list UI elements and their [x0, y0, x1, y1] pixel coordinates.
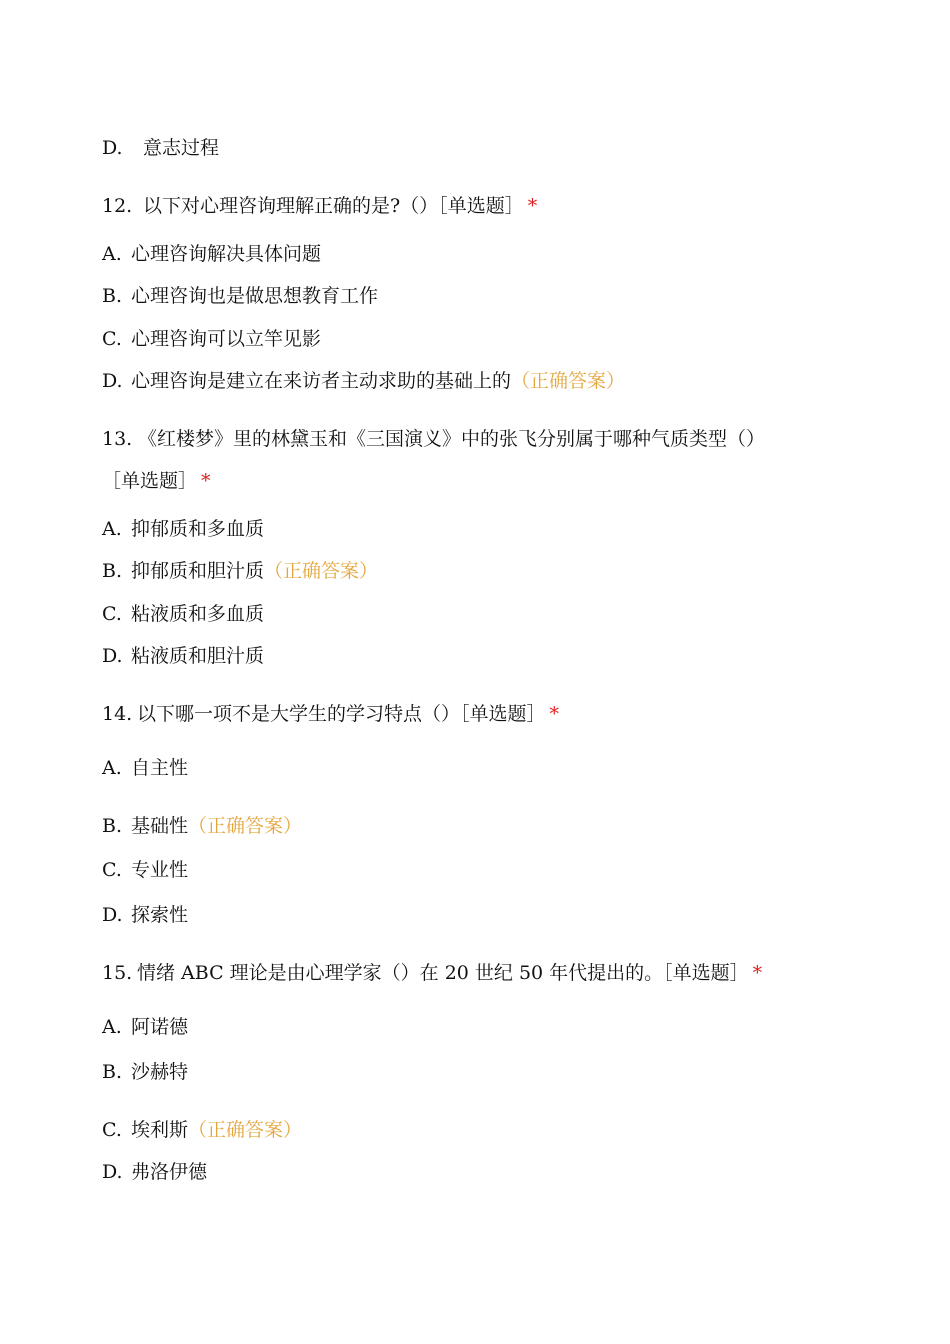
option-letter: B. [102, 815, 123, 837]
option-row [102, 1159, 207, 1185]
option-text: 心理咨询是建立在来访者主动求助的基础上的 [131, 370, 512, 392]
option-text: 基础性 [131, 815, 189, 837]
option-letter: C. [102, 603, 122, 625]
option-row [102, 643, 264, 669]
question-text: 以下对心理咨询理解正确的是?（）［单选题］ [143, 195, 524, 217]
question-12-title [102, 193, 537, 219]
question-number: 13. [102, 428, 133, 450]
correct-answer-tag: （正确答案） [264, 560, 379, 582]
correct-answer-tag: （正确答案） [188, 815, 303, 837]
question-15-title [102, 960, 762, 986]
option-letter: D. [102, 137, 123, 159]
option-row [102, 558, 378, 584]
option-text: 粘液质和多血质 [131, 603, 265, 625]
option-letter: A. [102, 757, 122, 779]
option-letter: B. [102, 1061, 123, 1083]
option-row [102, 135, 219, 161]
option-text: 弗洛伊德 [131, 1161, 208, 1183]
option-row [102, 1059, 188, 1085]
option-text: 意志过程 [143, 137, 220, 159]
option-text: 阿诺德 [131, 1016, 189, 1038]
question-number: 14. [102, 703, 133, 725]
option-letter: B. [102, 285, 123, 307]
correct-answer-tag: （正确答案） [188, 1119, 303, 1141]
option-text: 埃利斯 [131, 1119, 189, 1141]
option-letter: D. [102, 1161, 123, 1183]
option-row [102, 813, 302, 839]
option-letter: A. [102, 518, 122, 540]
question-text: 以下哪一项不是大学生的学习特点（）［单选题］ [137, 703, 546, 725]
question-type: ［单选题］ [102, 470, 198, 492]
option-row [102, 857, 188, 883]
question-14-title [102, 701, 559, 727]
option-text: 心理咨询也是做思想教育工作 [131, 285, 379, 307]
question-number: 12. [102, 195, 133, 217]
option-row [102, 368, 625, 394]
option-text: 沙赫特 [131, 1061, 189, 1083]
option-text: 抑郁质和胆汁质 [131, 560, 265, 582]
option-letter: C. [102, 859, 122, 881]
required-mark: * [201, 470, 211, 492]
option-letter: C. [102, 328, 122, 350]
required-mark: * [527, 195, 538, 217]
option-row [102, 755, 188, 781]
option-letter: A. [102, 243, 122, 265]
option-row [102, 241, 321, 267]
question-text: 《红楼梦》里的林黛玉和《三国演义》中的张飞分别属于哪种气质类型（） [138, 428, 766, 450]
option-row [102, 326, 321, 352]
question-text: 情绪 ABC 理论是由心理学家（）在 20 世纪 50 年代提出的。［单选题］ [137, 962, 749, 984]
option-letter: A. [102, 1016, 122, 1038]
option-text: 专业性 [131, 859, 189, 881]
option-row [102, 283, 378, 309]
question-number: 15. [102, 962, 133, 984]
option-text: 心理咨询可以立竿见影 [131, 328, 322, 350]
option-letter: D. [102, 904, 123, 926]
option-row [102, 1117, 302, 1143]
option-row [102, 902, 188, 928]
option-row [102, 1014, 188, 1040]
option-row [102, 601, 264, 627]
question-13-title-cont [102, 468, 211, 494]
option-letter: C. [102, 1119, 122, 1141]
question-13-title [102, 426, 765, 452]
option-letter: D. [102, 645, 123, 667]
required-mark: * [752, 962, 763, 984]
option-text: 粘液质和胆汁质 [131, 645, 265, 667]
option-letter: B. [102, 560, 123, 582]
option-letter: D. [102, 370, 123, 392]
option-row [102, 516, 264, 542]
option-text: 自主性 [131, 757, 189, 779]
correct-answer-tag: （正确答案） [511, 370, 626, 392]
required-mark: * [549, 703, 560, 725]
option-text: 探索性 [131, 904, 189, 926]
option-text: 抑郁质和多血质 [131, 518, 265, 540]
option-text: 心理咨询解决具体问题 [131, 243, 322, 265]
